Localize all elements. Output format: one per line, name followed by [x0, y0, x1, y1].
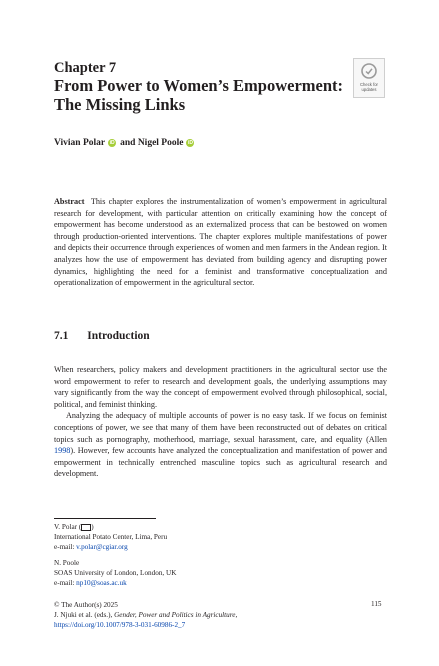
page-number: 115	[371, 600, 382, 608]
orcid-icon[interactable]: iD	[187, 140, 193, 146]
email-link[interactable]: v.polar@cgiar.org	[76, 543, 128, 551]
check-for-updates-badge[interactable]	[353, 58, 385, 98]
affiliation-block: N. Poole SOAS University of London, London, UK e-mail: np10@soas.ac.uk	[54, 559, 177, 587]
author-line	[54, 138, 198, 148]
chapter-title	[54, 76, 354, 114]
book-citation: J. Njuki et al. (eds.), Gender, Power and Politics in Agriculture,	[54, 611, 238, 619]
copyright-notice: © The Author(s) 2025	[54, 601, 118, 609]
author-connector: and	[120, 138, 136, 148]
orcid-icon[interactable]: iD	[109, 140, 115, 146]
paragraph: Analyzing the adequacy of multiple accounts of power is no easy task. If we focus on feminist conceptions of power, we see that many of them have been reconstructed out of debates on critical topics such as pornography, motherhood, marriage, sexual harassment, care, and equality (Allen 1998). However, few accounts have analyzed the conceptualization and manifestation of power and empowerment in technically entrenched masculine topics such as agricultural research and development.	[54, 411, 387, 479]
crossmark-label: Check for updates	[360, 82, 378, 92]
chapter-title-line-1: From Power to Women’s Empowerment:	[54, 76, 343, 95]
abstract-label: Abstract	[54, 197, 85, 206]
author-name: Vivian Polar	[54, 138, 106, 148]
body-text	[54, 364, 387, 480]
affiliation-org: International Potato Center, Lima, Peru	[54, 533, 168, 541]
affiliation-name: N. Poole	[54, 559, 80, 567]
section-number: 7.1	[54, 330, 69, 342]
abstract	[54, 196, 387, 289]
abstract-text: This chapter explores the instrumentalization of women’s empowerment in agricultural research for development, with particular attention on critically examining how the concept of empowerment has become understood as an externalized process that can be bestowed on women through production-oriented interventions. The chapter explores multiple manifestations of power and depicts their occurrence through experiences of women and men farmers in the Andean region. It analyzes how the use of empowerment has deviated from building agency and disrupting power dynamics, highlighting the need for a feminist and transformative conceptualization and operationalization of empowerment in the agricultural sector.	[54, 197, 387, 288]
author-name: Nigel Poole	[137, 138, 184, 148]
chapter-number: Chapter 7	[54, 60, 117, 76]
paragraph: When researchers, policy makers and development practitioners in the agricultural sector use the word empowerment to refer to research and development goals, the underlying assumptions may vary significantly from the way the concept of empowerment evolved through philosophical, social, political, and feminist thinking.	[54, 365, 387, 409]
crossmark-icon	[361, 63, 377, 79]
section-title: Introduction	[87, 330, 150, 342]
copyright-block	[54, 600, 237, 630]
footnote-divider	[54, 518, 156, 519]
doi-link[interactable]: https://doi.org/10.1007/978-3-031-60986-2_7	[54, 621, 186, 629]
chapter-title-line-2: The Missing Links	[54, 95, 186, 114]
affiliation-block: V. Polar ( ) International Potato Center, Lima, Peru e-mail: v.polar@cgiar.org	[54, 523, 168, 551]
section-heading	[54, 330, 150, 342]
citation-link[interactable]: 1998	[54, 446, 71, 456]
envelope-icon[interactable]	[81, 524, 91, 531]
affiliation-org: SOAS University of London, London, UK	[54, 569, 177, 577]
affiliation-name: V. Polar (	[54, 523, 82, 531]
email-link[interactable]: np10@soas.ac.uk	[76, 579, 127, 587]
